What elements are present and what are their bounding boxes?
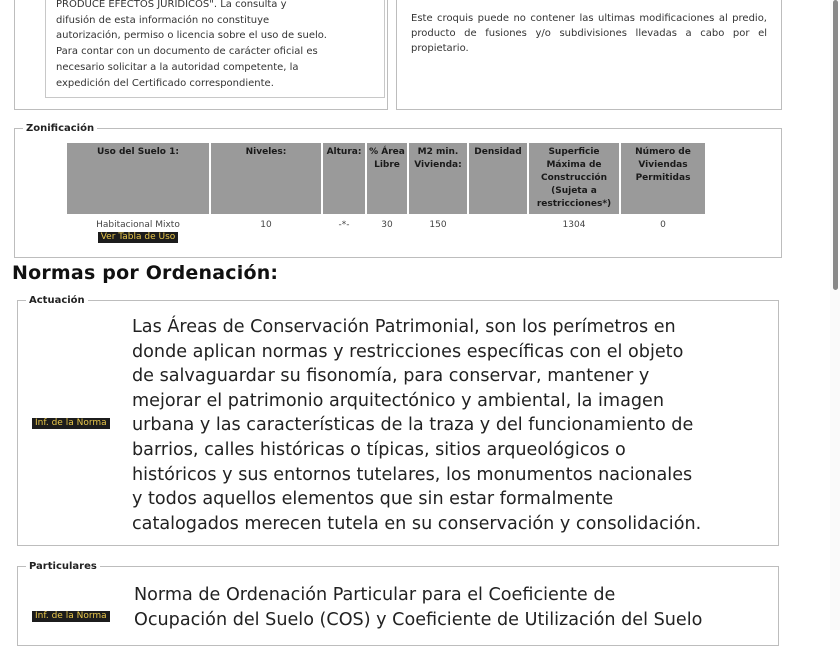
- column-header-m2-min: M2 min. Vivienda:: [409, 143, 467, 214]
- column-header-niveles: Niveles:: [211, 143, 321, 214]
- column-header-altura: Altura:: [323, 143, 365, 214]
- notice-box: [45, 0, 385, 98]
- text-line: Las Áreas de Conservación Patrimonial, son los perímetros en: [132, 317, 676, 337]
- zonificacion-legend: Zonificación: [23, 122, 97, 135]
- cell-viviendas: 0: [660, 220, 666, 230]
- cell-m2-min: 150: [429, 220, 447, 230]
- cell-altura: -*-: [338, 220, 350, 230]
- actuacion-panel: [17, 295, 779, 546]
- uso-value: Habitacional Mixto: [96, 220, 180, 230]
- column-header-viviendas: Número de Viviendas Permitidas: [621, 143, 705, 214]
- text-line: y todos aquellos elementos que sin estar formalmente: [132, 489, 614, 510]
- column-header-densidad: Densidad: [469, 143, 527, 214]
- actuacion-legend: Actuación: [26, 294, 88, 307]
- cell-area-libre: 30: [381, 220, 393, 230]
- particulares-legend: Particulares: [26, 560, 100, 573]
- actuacion-text: [132, 315, 701, 536]
- column-header-superficie: Superficie Máxima de Construcción (Sujeta a restricciones*): [529, 143, 619, 214]
- normas-title: Normas por Ordenación:: [12, 262, 279, 284]
- notice-line: difusión de esta información no constituye: [56, 14, 270, 26]
- cell-niveles: 10: [260, 220, 272, 230]
- notice-line: expedición del Certificado correspondiente.: [56, 77, 274, 89]
- inf-norma-actuacion-link[interactable]: Inf. de la Norma: [32, 418, 110, 429]
- cell-densidad: [469, 214, 527, 243]
- croquis-disclaimer: Este croquis puede no contener las ultimas modificaciones al predio, producto de fusiones y/o subdivisiones llevadas a cabo por el propietario.: [411, 13, 767, 54]
- notice-line: PRODUCE EFECTOS JURÍDICOS". La consulta y: [56, 0, 287, 10]
- particulares-text: [134, 583, 702, 632]
- notice-line: autorización, permiso o licencia sobre el uso de suelo.: [56, 30, 327, 42]
- croquis-panel: [396, 0, 782, 110]
- text-line: donde aplican normas y restricciones específicas con el objeto: [132, 341, 684, 362]
- zonificacion-table: [65, 143, 707, 243]
- ver-tabla-uso-link[interactable]: Ver Tabla de Uso: [98, 232, 179, 243]
- text-line: Ocupación del Suelo (COS) y Coeficiente de Utilización del Suelo: [134, 609, 703, 630]
- text-line: Norma de Ordenación Particular para el Coeficiente de: [134, 585, 616, 605]
- text-line: mejorar el patrimonio arquitectónico y ambiental, la imagen: [132, 390, 664, 411]
- column-header-area-libre: % Área Libre: [367, 143, 407, 214]
- notice-panel: [14, 0, 388, 110]
- inf-norma-particulares-link[interactable]: Inf. de la Norma: [32, 611, 110, 622]
- table-header-row: [67, 143, 705, 214]
- vertical-scrollbar[interactable]: [830, 0, 840, 630]
- particulares-panel: [17, 561, 779, 646]
- column-header-uso: Uso del Suelo 1:: [67, 143, 209, 214]
- text-line: históricos y sus entornos tutelares, los monumentos nacionales: [132, 464, 693, 485]
- text-line: catalogados merecen tutela en su conservación y consolidación.: [132, 513, 702, 534]
- scrollbar-thumb[interactable]: [833, 0, 838, 290]
- text-line: urbana y las características de la traza y del funcionamiento de: [132, 415, 694, 436]
- zonificacion-panel: [14, 123, 782, 258]
- cell-superficie: 1304: [562, 220, 586, 230]
- text-line: barrios, calles históricas o típicas, sitios arqueológicos o: [132, 439, 626, 460]
- table-row: [67, 214, 705, 243]
- text-line: de salvaguardar su fisonomía, para conservar, mantener y: [132, 366, 650, 387]
- notice-line: necesario solicitar a la autoridad competente, la: [56, 61, 299, 73]
- cell-uso: [67, 214, 209, 243]
- notice-line: Para contar con un documento de carácter oficial es: [56, 46, 318, 58]
